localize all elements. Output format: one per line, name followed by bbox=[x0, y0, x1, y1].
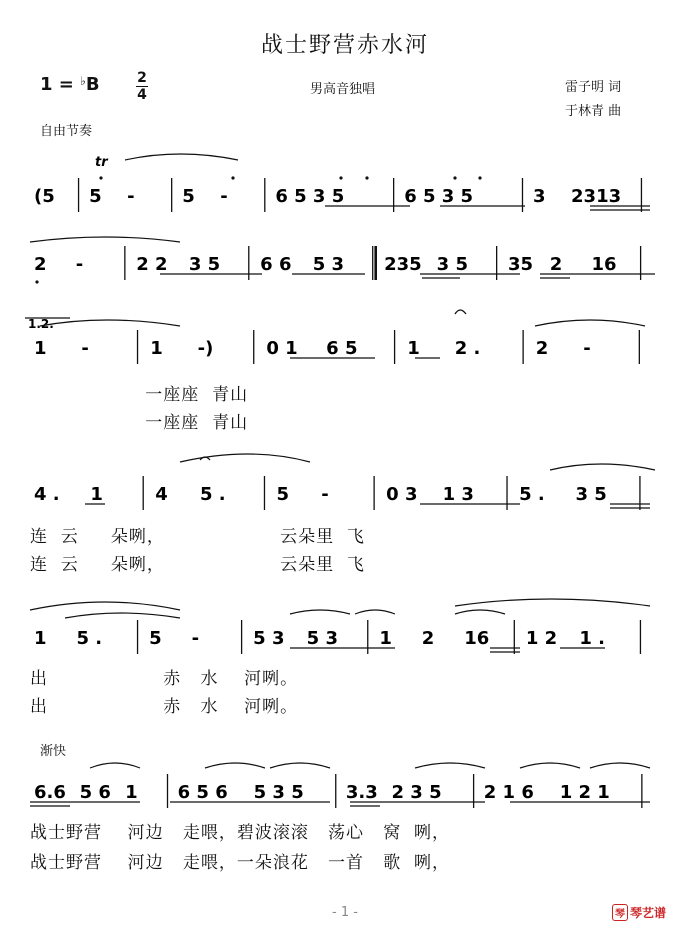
note-group: 3.3 bbox=[345, 782, 378, 803]
tempo-accel: 渐快 bbox=[40, 744, 67, 759]
lyric-line-1: 一座座 青山 bbox=[30, 385, 249, 405]
score-row-1 bbox=[30, 155, 660, 220]
note-group: 5 3 bbox=[306, 628, 339, 649]
note-group: 5 bbox=[182, 186, 195, 207]
note-group: 2 bbox=[535, 338, 549, 359]
note-group: - bbox=[220, 186, 228, 207]
score-row-4 bbox=[30, 478, 660, 518]
volta-mark: 1.2. bbox=[28, 317, 54, 331]
lyric-line-6: 出 赤 水 河咧。 bbox=[30, 697, 299, 717]
trill-mark: tr bbox=[95, 155, 108, 170]
lyric-line-5: 出 赤 水 河咧。 bbox=[30, 669, 299, 689]
note-group: 6 5 3 5 bbox=[275, 186, 345, 207]
note-group: 35 bbox=[508, 254, 534, 275]
note-group: 3 5 bbox=[436, 254, 469, 275]
note-group: - bbox=[583, 338, 591, 359]
note-group: 1 bbox=[90, 484, 103, 505]
note-group: 6 5 6 bbox=[177, 782, 228, 803]
note-group: 16 bbox=[464, 628, 490, 649]
note-group: 5 3 5 bbox=[253, 782, 304, 803]
note-group: 1 bbox=[407, 338, 420, 359]
note-group: - bbox=[191, 628, 200, 649]
score-row-5 bbox=[30, 622, 660, 662]
note-group: 16 bbox=[591, 254, 617, 275]
note-group: 5 bbox=[149, 628, 162, 649]
note-group: 5 . bbox=[519, 484, 545, 505]
score-row-6 bbox=[30, 776, 660, 816]
row-5-marks bbox=[30, 622, 660, 662]
note-group: 2 3 5 bbox=[391, 782, 442, 803]
note-group: 3 bbox=[533, 186, 546, 207]
note-group: 1 2 1 bbox=[559, 782, 610, 803]
note-group: 2 bbox=[34, 254, 47, 275]
meter-top: 2 bbox=[137, 70, 147, 86]
logo-text: 琴艺谱 bbox=[630, 906, 667, 920]
lyric-line-8: 战士野营 河边 走喂，一朵浪花 一首 歌 咧， bbox=[30, 853, 451, 873]
row-6-marks bbox=[30, 776, 660, 816]
note-group: 0 3 bbox=[386, 484, 418, 505]
tempo-free: 自由节奏 bbox=[40, 124, 93, 139]
note-group: 5 3 bbox=[312, 254, 345, 275]
note-group: 6 5 bbox=[326, 338, 358, 359]
note-group: 2313 bbox=[571, 186, 622, 207]
note-group: 1 3 bbox=[442, 484, 474, 505]
note-group: 0 1 bbox=[266, 338, 298, 359]
row-2-marks bbox=[30, 248, 660, 288]
note-group: 4 . bbox=[34, 484, 60, 505]
note-group: 2 2 bbox=[136, 254, 168, 275]
note-group: 1 bbox=[379, 628, 392, 649]
song-title: 战士野营赤水河 bbox=[260, 33, 429, 58]
lyric-line-7: 战士野营 河边 走喂，碧波滚滚 荡心 窝 咧， bbox=[30, 823, 451, 843]
note-group: - bbox=[321, 484, 329, 505]
note-group: -) bbox=[197, 338, 214, 359]
note-group: 3 5 bbox=[575, 484, 607, 505]
key-signature bbox=[40, 74, 100, 95]
note-group: 2 bbox=[421, 628, 435, 649]
score-row-2 bbox=[30, 248, 660, 288]
note-group: 5 . bbox=[76, 628, 103, 649]
note-group: 235 bbox=[384, 254, 422, 275]
lyric-line-2: 一座座 青山 bbox=[30, 413, 249, 433]
lyric-line-3: 连 云 朵咧， 云朵里 飞 bbox=[30, 527, 365, 547]
note-group: 4 bbox=[155, 484, 168, 505]
logo-icon: 琴 bbox=[612, 904, 628, 921]
note-group: 6.6 bbox=[34, 782, 66, 803]
time-signature bbox=[136, 70, 148, 103]
note-group: 2 . bbox=[454, 338, 481, 359]
note-group: 5 . bbox=[200, 484, 226, 505]
note-group: 1 bbox=[150, 338, 163, 359]
site-logo bbox=[612, 904, 666, 921]
row-4-marks bbox=[30, 478, 660, 518]
note-group: 1 bbox=[125, 782, 138, 803]
note-group: (5 bbox=[34, 186, 55, 207]
lyric-line-4: 连 云 朵咧， 云朵里 飞 bbox=[30, 555, 365, 575]
note-group: 1 . bbox=[579, 628, 606, 649]
note-group: 2 1 6 bbox=[483, 782, 534, 803]
performance-note: 男高音独唱 bbox=[310, 82, 376, 97]
note-group: - bbox=[127, 186, 135, 207]
note-group: 5 bbox=[276, 484, 290, 505]
key-note: B bbox=[85, 74, 100, 95]
note-group: - bbox=[81, 338, 89, 359]
note-group: 2 bbox=[549, 254, 563, 275]
note-group: 5 6 bbox=[79, 782, 111, 803]
flat-symbol: ♭ bbox=[80, 74, 86, 88]
row-1-marks bbox=[30, 155, 660, 220]
note-group: 1 bbox=[34, 628, 47, 649]
lyricist-credit: 雷子明 词 bbox=[565, 80, 622, 95]
score-row-3 bbox=[28, 317, 660, 372]
note-group: 5 bbox=[89, 186, 102, 207]
note-group: - bbox=[75, 254, 84, 275]
note-group: 1 2 bbox=[525, 628, 558, 649]
meter-bottom: 4 bbox=[137, 87, 147, 103]
note-group: 6 5 3 5 bbox=[404, 186, 474, 207]
page-number: - 1 - bbox=[332, 905, 358, 920]
note-group: 1 bbox=[34, 338, 47, 359]
row-3-marks bbox=[28, 317, 660, 372]
note-group: 5 3 bbox=[253, 628, 285, 649]
note-group: 3 5 bbox=[188, 254, 221, 275]
composer-credit: 于林青 曲 bbox=[565, 104, 622, 119]
key-label: 1 = bbox=[40, 74, 81, 95]
note-group: 6 6 bbox=[260, 254, 292, 275]
